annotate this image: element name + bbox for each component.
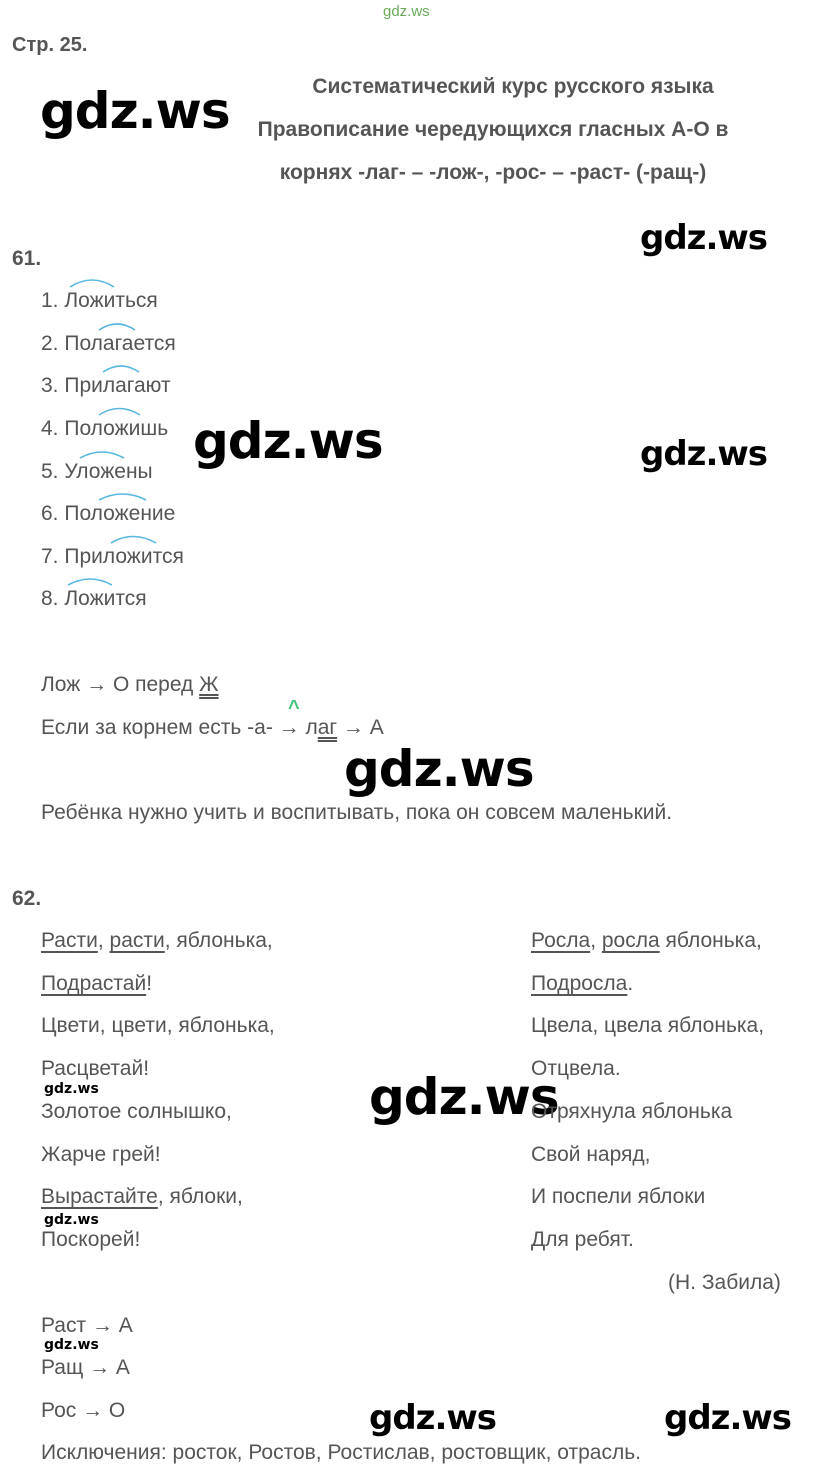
watermark: gdz.ws xyxy=(664,1398,792,1438)
poem-right-line xyxy=(531,929,762,953)
list-item: 1. Ложиться xyxy=(41,289,158,312)
poem-right-line: Отцвела. xyxy=(531,1057,621,1080)
root-arc-8 xyxy=(68,579,112,585)
exceptions: Исключения: росток, Ростов, Ростислав, ростовщик, отрасль. xyxy=(41,1441,642,1464)
poem-left-line xyxy=(41,929,273,953)
rule-ros: Рос → О xyxy=(41,1399,126,1422)
title-line-3: корнях -лаг- – -лож-, -рос- – -раст- (-ращ-) xyxy=(279,161,707,184)
list-item: 4. Положишь xyxy=(41,417,169,440)
small-watermark: gdz.ws xyxy=(44,1081,99,1097)
rule-rasch: Ращ → А xyxy=(41,1356,130,1379)
watermark: gdz.ws xyxy=(369,1398,497,1438)
watermark: gdz.ws xyxy=(40,82,230,140)
rule-lozh xyxy=(41,673,219,697)
watermark: gdz.ws xyxy=(193,412,383,470)
root-arc-7 xyxy=(111,537,156,544)
underlined-word: Росла xyxy=(531,929,591,952)
poem-left-line: Поскорей! xyxy=(41,1228,141,1251)
poem-text: , яблоки, xyxy=(157,1185,243,1208)
title-line-1: Систематический курс русского языка xyxy=(312,75,714,98)
poem-text: , xyxy=(590,929,602,952)
small-watermark: gdz.ws xyxy=(44,1212,99,1228)
poem-left-line: Цвети, цвети, яблонька, xyxy=(41,1014,275,1037)
title-line-2: Правописание чередующихся гласных А-О в xyxy=(257,118,729,141)
poem-text: . xyxy=(627,972,634,995)
poem-text: , xyxy=(97,929,110,952)
poem-author: (Н. Забила) xyxy=(668,1271,781,1294)
underlined-word: Подросла xyxy=(531,972,628,995)
small-watermark: gdz.ws xyxy=(44,1337,99,1353)
poem-text: ! xyxy=(146,972,153,995)
watermark: gdz.ws xyxy=(640,218,768,258)
poem-left-line: Золотое солнышко, xyxy=(41,1100,232,1123)
poem-left-line xyxy=(41,1185,243,1209)
root-arc-5 xyxy=(80,452,124,458)
list-item: 6. Положение xyxy=(41,502,176,525)
poem-left-line xyxy=(41,972,152,996)
poem-right-line: И поспели яблоки xyxy=(531,1185,706,1208)
poem-text: , яблонька, xyxy=(164,929,273,952)
page-number: Стр. 25. xyxy=(12,34,88,56)
underlined-word: Вырастайте xyxy=(41,1185,158,1208)
rule-lag xyxy=(41,716,384,740)
list-item: 7. Приложится xyxy=(41,545,184,568)
exercise-number-61: 61. xyxy=(12,247,42,270)
watermark: gdz.ws xyxy=(369,1068,559,1126)
poem-right-line: Отряхнула яблонька xyxy=(531,1100,733,1123)
poem-left-line: Жарче грей! xyxy=(41,1143,161,1166)
poem-text: яблонька, xyxy=(659,929,762,952)
poem-left-line: Расцветай! xyxy=(41,1057,150,1080)
suffix-caret-icon: ^ xyxy=(288,697,300,719)
root-arc-6 xyxy=(99,494,146,500)
sentence: Ребёнка нужно учить и воспитывать, пока он совсем маленький. xyxy=(41,801,673,824)
underlined-word: росла xyxy=(601,929,660,952)
poem-right-line: Для ребят. xyxy=(531,1228,634,1251)
watermark: gdz.ws xyxy=(344,740,534,798)
root-arc-1 xyxy=(70,280,114,287)
rule-lozh-letter: Ж xyxy=(199,673,219,696)
list-item: 5. Уложены xyxy=(41,460,153,483)
underlined-word: расти xyxy=(109,929,165,952)
underlined-word: Подрастай xyxy=(41,972,147,995)
underlined-word: Расти xyxy=(41,929,98,952)
rule-lag-root: аг xyxy=(317,716,338,739)
rule-lag-pre: Если за корнем есть - xyxy=(41,716,255,739)
poem-right-line: Свой наряд, xyxy=(531,1143,651,1166)
rule-lag-suffix: а xyxy=(254,716,266,739)
watermark: gdz.ws xyxy=(640,434,768,474)
top-watermark: gdz.ws xyxy=(383,3,430,20)
root-arc-3 xyxy=(103,366,139,372)
rule-lag-mid: - → л xyxy=(265,716,318,739)
list-item: 8. Ложится xyxy=(41,587,147,610)
rule-lozh-text: Лож → О перед xyxy=(41,673,200,696)
rule-rast: Раст → А xyxy=(41,1314,133,1337)
list-item: 2. Полагается xyxy=(41,332,176,355)
exercise-number-62: 62. xyxy=(12,887,42,910)
poem-right-line xyxy=(531,972,633,996)
rule-lag-post: → А xyxy=(337,716,384,739)
poem-right-line: Цвела, цвела яблонька, xyxy=(531,1014,765,1037)
root-arc-2 xyxy=(99,324,135,330)
root-arc-4 xyxy=(99,409,140,416)
list-item: 3. Прилагают xyxy=(41,374,171,397)
